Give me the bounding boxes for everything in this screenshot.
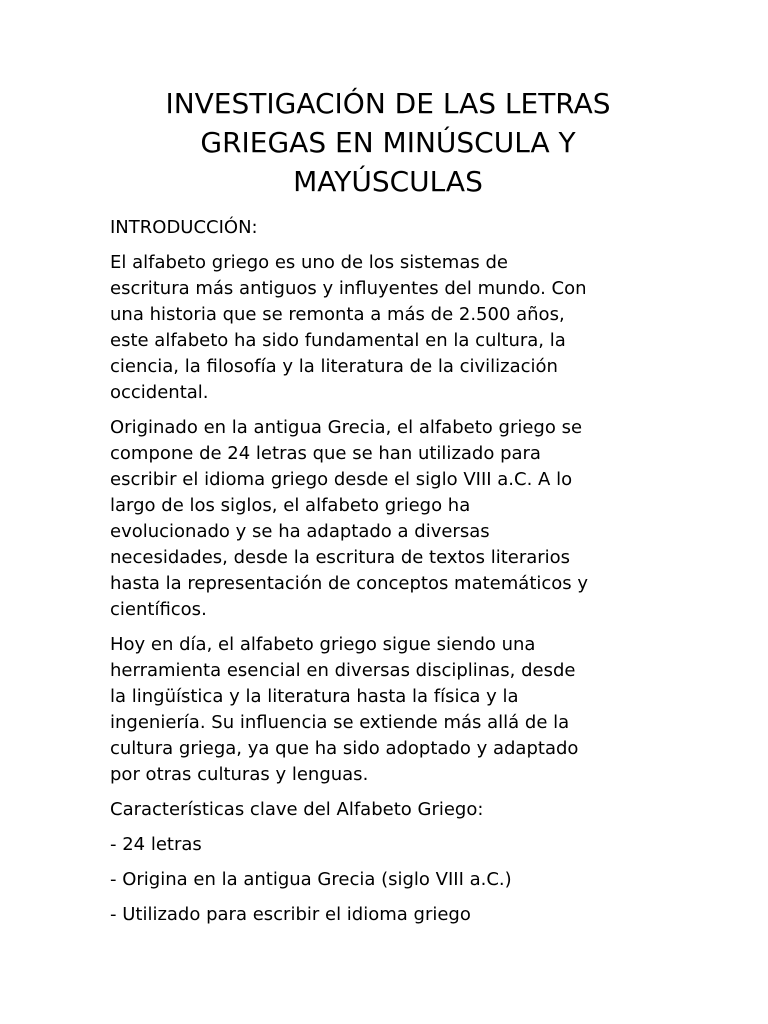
text-line: cultura griega, ya que ha sido adoptado y adaptado bbox=[110, 738, 579, 759]
text-line: la lingüística y la literatura hasta la física y la bbox=[110, 686, 519, 707]
list-item: - Origina en la antigua Grecia (siglo VIII a.C.) bbox=[110, 869, 512, 890]
paragraph-origin bbox=[110, 415, 666, 623]
features-list bbox=[110, 832, 666, 928]
text-line: evolucionado y se ha adaptado a diversas bbox=[110, 521, 490, 542]
text-line: Originado en la antigua Grecia, el alfabeto griego se bbox=[110, 417, 583, 438]
text-line: necesidades, desde la escritura de textos literarios bbox=[110, 547, 571, 568]
list-item: - Utilizado para escribir el idioma griego bbox=[110, 904, 471, 925]
text-line: compone de 24 letras que se han utilizado para bbox=[110, 443, 541, 464]
text-line: Hoy en día, el alfabeto griego sigue siendo una bbox=[110, 634, 536, 655]
introduction-heading: INTRODUCCIÓN: bbox=[110, 217, 258, 238]
text-line: largo de los siglos, el alfabeto griego ha bbox=[110, 495, 471, 516]
text-line: este alfabeto ha sido fundamental en la cultura, la bbox=[110, 330, 566, 351]
text-line: El alfabeto griego es uno de los sistemas de bbox=[110, 252, 508, 273]
text-line: por otras culturas y lenguas. bbox=[110, 764, 369, 785]
features-heading: Características clave del Alfabeto Griego: bbox=[110, 799, 484, 820]
list-item: - 24 letras bbox=[110, 834, 202, 855]
text-line: herramienta esencial en diversas disciplinas, desde bbox=[110, 660, 576, 681]
title-line: MAYÚSCULAS bbox=[293, 165, 483, 198]
text-line: escritura más antiguos y influyentes del mundo. Con bbox=[110, 278, 587, 299]
document-body bbox=[110, 215, 666, 928]
text-line: ciencia, la filosofía y la literatura de la civilización bbox=[110, 356, 558, 377]
text-line: escribir el idioma griego desde el siglo VIII a.C. A lo bbox=[110, 469, 573, 490]
title-line: GRIEGAS EN MINÚSCULA Y bbox=[200, 126, 576, 159]
document-title bbox=[110, 84, 666, 201]
paragraph-today bbox=[110, 632, 666, 788]
title-line: INVESTIGACIÓN DE LAS LETRAS bbox=[165, 87, 611, 120]
text-line: ingeniería. Su influencia se extiende más allá de la bbox=[110, 712, 570, 733]
paragraph-intro bbox=[110, 250, 666, 406]
text-line: científicos. bbox=[110, 599, 207, 620]
text-line: occidental. bbox=[110, 382, 209, 403]
text-line: hasta la representación de conceptos matemáticos y bbox=[110, 573, 589, 594]
document-page bbox=[110, 84, 666, 937]
text-line: una historia que se remonta a más de 2.500 años, bbox=[110, 304, 565, 325]
